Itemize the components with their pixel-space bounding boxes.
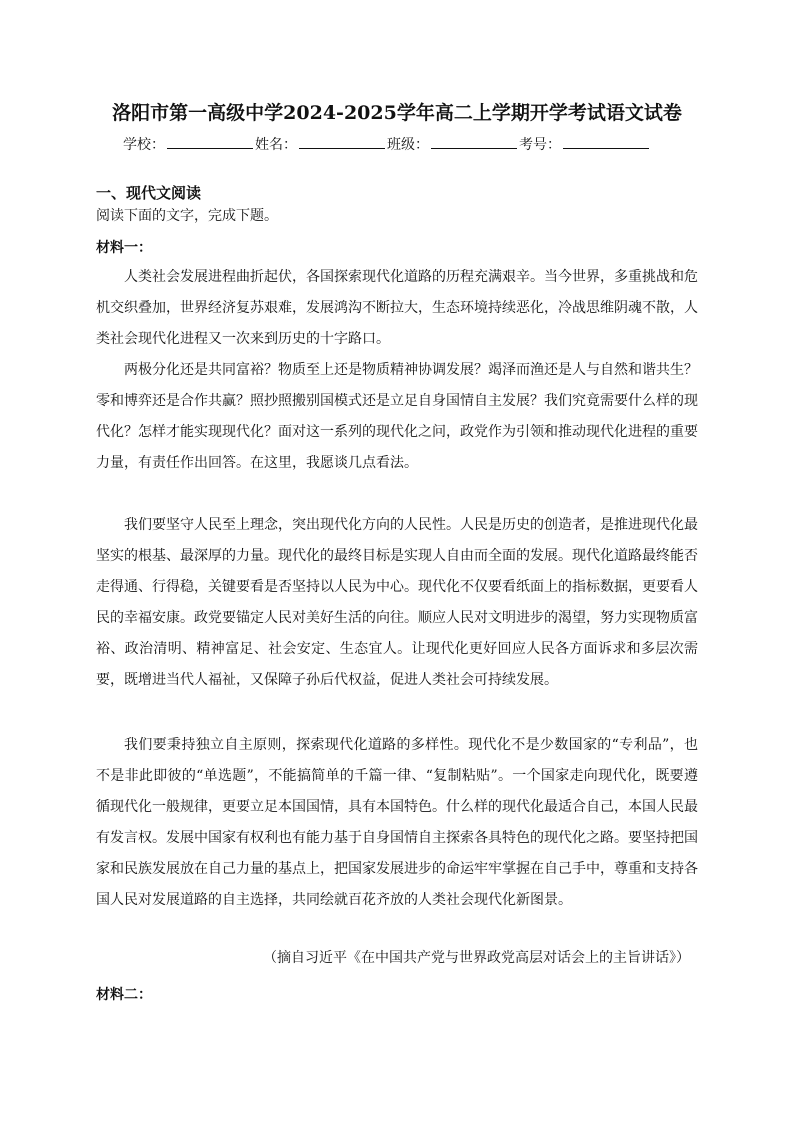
material-one-paragraph-3: 我们要坚守人民至上理念，突出现代化方向的人民性。人民是历史的创造者，是推进现代化最坚实的根基、最深厚的力量。现代化的最终目标是实现人自由而全面的发展。现代化道路最终能否走得通、行得稳，关键要看是否坚持以人民为中心。现代化不仅要看纸面上的指标数据，更要看人民的幸福安康。政党要锚定人民对美好生活的向往。顺应人民对文明进步的渴望，努力实现物质富裕、政治清明、精神富足、社会安定、生态宜人。让现代化更好回应人民各方面诉求和多层次需要，既增进当代人福祉，又保障子孙后代权益，促进人类社会可持续发展。 [96, 517, 698, 688]
material-one-paragraph-1: 人类社会发展进程曲折起伏，各国探索现代化道路的历程充满艰辛。当今世界，多重挑战和危机交织叠加，世界经济复苏艰难，发展鸿沟不断拉大，生态环境持续恶化，冷战思维阴魂不散，人类社会现代化进程又一次来到历史的十字路口。 [96, 269, 698, 347]
name-label: 姓名： [255, 137, 297, 153]
exam-number-label: 考号： [519, 137, 561, 153]
section-instruction: 阅读下面的文字，完成下题。 [96, 208, 278, 224]
school-blank [167, 136, 253, 149]
class-blank [431, 136, 517, 149]
material-one-source: （摘自习近平《在中国共产党与世界政党高层对话会上的主旨讲话》） [263, 950, 690, 966]
material-one-paragraph-4: 我们要秉持独立自主原则，探索现代化道路的多样性。现代化不是少数国家的“专利品”，也不是非此即彼的“单选题”，不能搞简单的千篇一律、“复制粘贴”。一个国家走向现代化，既要遵循现代化一般规律，更要立足本国国情，具有本国特色。什么样的现代化最适合自己，本国人民最有发言权。发展中国家有权利也有能力基于自身国情自主探索各具特色的现代化之路。要坚持把国家和民族发展放在自己力量的基点上，把国家发展进步的命运牢牢掌握在自己手中，尊重和支持各国人民对发展道路的自主选择，共同绘就百花齐放的人类社会现代化新图景。 [96, 737, 698, 908]
school-label: 学校： [123, 137, 165, 153]
material-one-paragraph-2: 两极分化还是共同富裕？物质至上还是物质精神协调发展？竭泽而渔还是人与自然和谐共生？零和博弈还是合作共赢？照抄照搬别国模式还是立足自身国情自主发展？我们究竟需要什么样的现代化？怎样才能实现现代化？面对这一系列的现代化之问，政党作为引领和推动现代化进程的重要力量，有责任作出回答。在这里，我愿谈几点看法。 [96, 362, 698, 471]
student-info-line [123, 134, 683, 154]
name-blank [299, 136, 385, 149]
exam-title: 洛阳市第一高级中学2024-2025学年高二上学期开学考试语文试卷 [112, 102, 682, 124]
exam-number-blank [563, 136, 649, 149]
material-two-label: 材料二： [96, 987, 152, 1003]
class-label: 班级： [387, 137, 429, 153]
section-heading: 一、现代文阅读 [96, 184, 202, 202]
material-one-label: 材料一： [96, 240, 152, 256]
